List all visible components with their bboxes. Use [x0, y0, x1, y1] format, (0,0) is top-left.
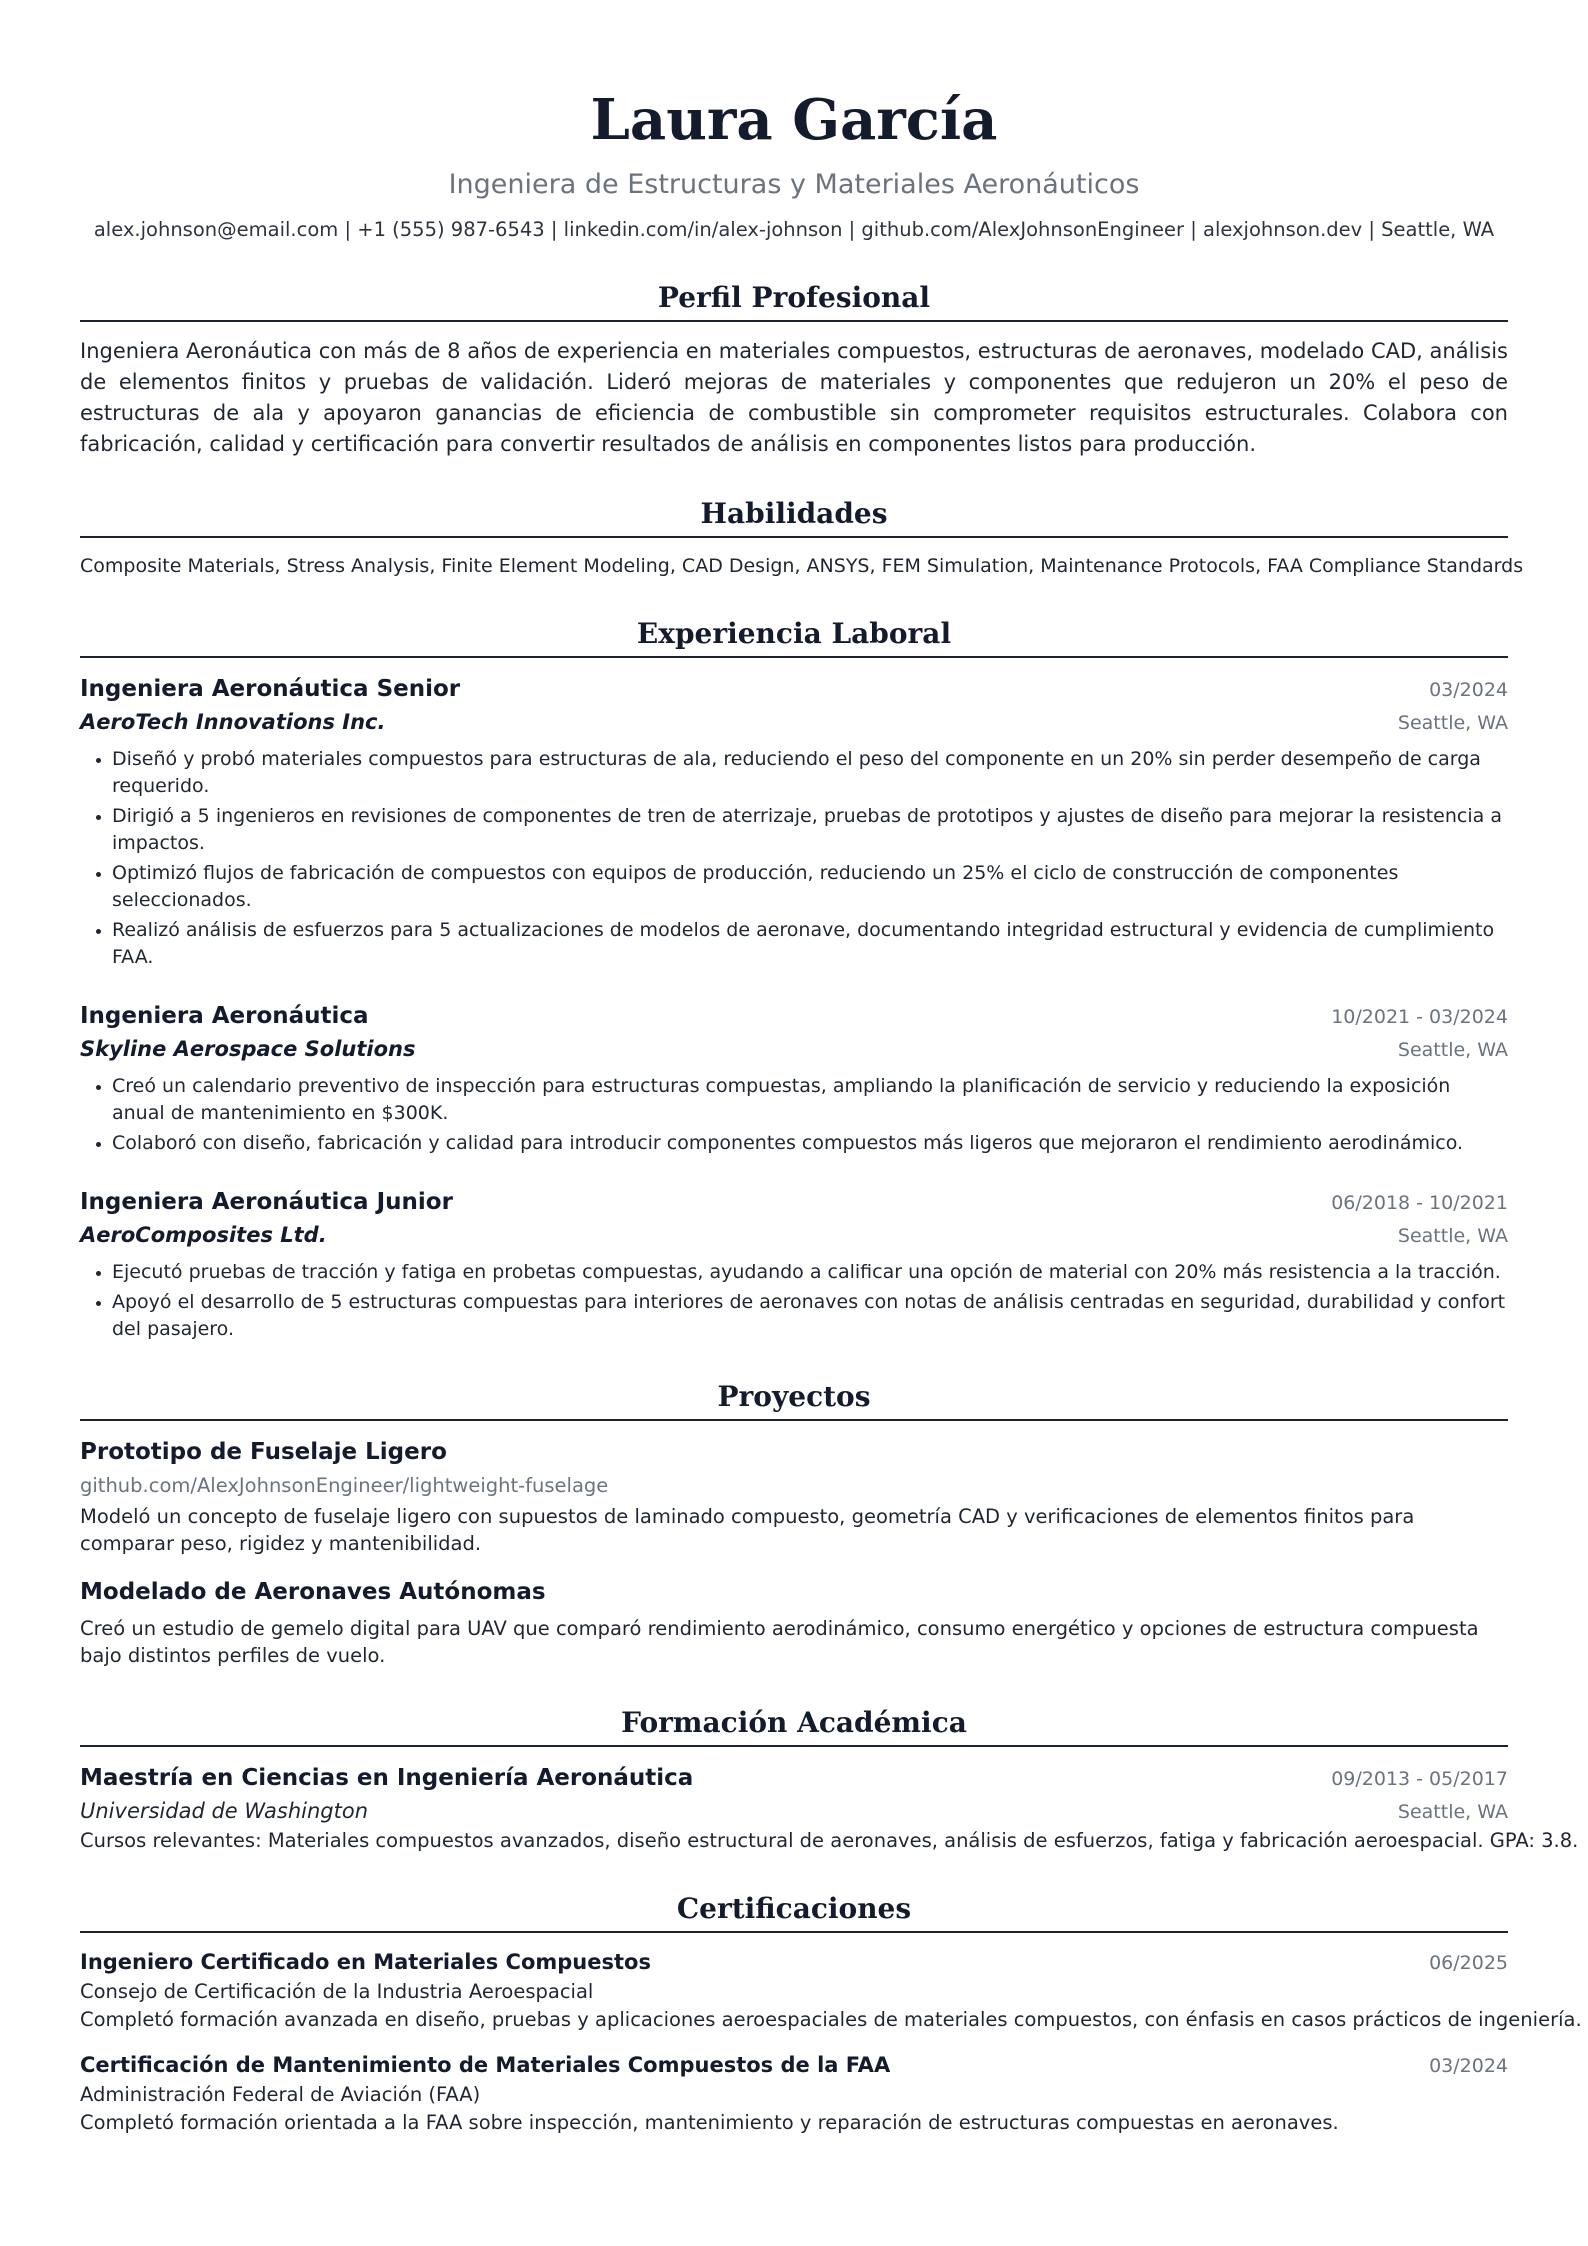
projects-heading: Proyectos: [80, 1379, 1508, 1421]
company-name: AeroComposites Ltd.: [80, 1223, 327, 1247]
education-description: Cursos relevantes: Materiales compuestos avanzados, diseño estructural de aeronaves, análisis de esfuerzos, fatiga y fabricación aeroespacial. GPA: 3.8.: [80, 1829, 1579, 1852]
job-bullet: • Realizó análisis de esfuerzos para 5 actualizaciones de modelos de aeronave, documentando integridad estructural y evidencia de cumplimiento FAA.: [112, 917, 1508, 971]
job-bullet: • Dirigió a 5 ingenieros en revisiones de componentes de tren de aterrizaje, pruebas de prototipos y ajustes de diseño para mejorar la resistencia a impactos.: [112, 803, 1508, 857]
project-link[interactable]: github.com/AlexJohnsonEngineer/lightweight-fuselage: [80, 1474, 609, 1497]
certification-date: 06/2025: [1429, 1952, 1508, 1974]
experience-section: [80, 616, 1508, 1343]
certification-issuer: Consejo de Certificación de la Industria Aeroespacial: [80, 1980, 594, 2003]
profile-text: Ingeniera Aeronáutica con más de 8 años de experiencia en materiales compuestos, estructuras de aeronaves, modelado CAD, análisis de elementos finitos y pruebas de validación. Lideró mejoras de materiales y componentes que redujeron un 20% el peso de estructuras de ala y apoyaron ganancias de eficiencia de combustible sin comprometer requisitos estructurales. Colabora con fabricación, calidad y certificación para convertir resultados de análisis en componentes listos para producción.: [80, 339, 1508, 456]
job-date: 06/2018 - 10/2021: [1331, 1192, 1508, 1214]
job-location: Seattle, WA: [1397, 712, 1508, 734]
certifications-section: [80, 1891, 1582, 2137]
experience-entry: [80, 999, 1508, 1157]
project-entry: [80, 1575, 1508, 1669]
project-title: Modelado de Aeronaves Autónomas: [80, 1579, 546, 1605]
job-bullets: [80, 746, 1508, 971]
job-bullet: • Colaboró con diseño, fabricación y calidad para introducir componentes compuestos más ligeros que mejoraron el rendimiento aerodinámico.: [112, 1130, 1508, 1157]
candidate-title: Ingeniera de Estructuras y Materiales Aeronáuticos: [448, 169, 1140, 200]
company-name: Skyline Aerospace Solutions: [80, 1037, 416, 1061]
project-description: Creó un estudio de gemelo digital para UAV que comparó rendimiento aerodinámico, consumo energético y opciones de estructura compuesta bajo distintos perfiles de vuelo.: [80, 1617, 1479, 1667]
job-bullet: • Diseñó y probó materiales compuestos para estructuras de ala, reduciendo el peso del componente en un 20% sin perder desempeño de carga requerido.: [112, 746, 1508, 800]
job-bullet: • Optimizó flujos de fabricación de compuestos con equipos de producción, reduciendo un 25% el ciclo de construcción de componentes seleccionados.: [112, 860, 1508, 914]
job-location: Seattle, WA: [1397, 1225, 1508, 1247]
job-bullet: • Apoyó el desarrollo de 5 estructuras compuestas para interiores de aeronaves con notas de análisis centradas en seguridad, durabilidad y confort del pasajero.: [112, 1289, 1508, 1343]
candidate-name: Laura García: [590, 87, 998, 153]
job-title: Ingeniera Aeronáutica Junior: [80, 1189, 453, 1215]
certification-entry: [80, 1947, 1582, 2034]
projects-section: [80, 1379, 1508, 1669]
certification-title: Ingeniero Certificado en Materiales Compuestos: [80, 1950, 651, 1974]
job-bullets: [80, 1073, 1508, 1157]
profile-heading: Perfil Profesional: [80, 280, 1508, 322]
certification-title: Certificación de Mantenimiento de Materiales Compuestos de la FAA: [80, 2053, 891, 2077]
certification-date: 03/2024: [1429, 2055, 1508, 2077]
experience-entry: [80, 1185, 1508, 1343]
skills-section: [80, 496, 1524, 580]
job-date: 10/2021 - 03/2024: [1331, 1006, 1508, 1028]
job-bullet: • Creó un calendario preventivo de inspección para estructuras compuestas, ampliando la planificación de servicio y reduciendo la exposición anual de mantenimiento en $300K.: [112, 1073, 1508, 1127]
contact-line: alex.johnson@email.com | +1 (555) 987-6543 | linkedin.com/in/alex-johnson | github.com/AlexJohnsonEngineer | alexjohnson.dev | Seattle, WA: [93, 218, 1495, 241]
skills-heading: Habilidades: [80, 496, 1508, 538]
education-location: Seattle, WA: [1397, 1801, 1508, 1823]
skills-text: Composite Materials, Stress Analysis, Finite Element Modeling, CAD Design, ANSYS, FEM Simulation, Maintenance Protocols, FAA Compliance Standards: [80, 555, 1524, 577]
education-heading: Formación Académica: [80, 1705, 1508, 1747]
project-title: Prototipo de Fuselaje Ligero: [80, 1439, 447, 1465]
experience-heading: Experiencia Laboral: [80, 616, 1508, 658]
job-bullets: [80, 1259, 1508, 1343]
certification-description: Completó formación orientada a la FAA sobre inspección, mantenimiento y reparación de estructuras compuestas en aeronaves.: [80, 2111, 1339, 2134]
certification-entry: [80, 2050, 1508, 2137]
experience-entry: [80, 672, 1508, 971]
degree-title: Maestría en Ciencias en Ingeniería Aeronáutica: [80, 1765, 694, 1791]
certifications-heading: Certificaciones: [80, 1891, 1508, 1933]
job-location: Seattle, WA: [1397, 1039, 1508, 1061]
job-title: Ingeniera Aeronáutica Senior: [80, 676, 461, 702]
project-entry: [80, 1435, 1508, 1557]
education-section: [80, 1705, 1579, 1855]
project-description: Modeló un concepto de fuselaje ligero con supuestos de laminado compuesto, geometría CAD y verificaciones de elementos finitos para comparar peso, rigidez y mantenibilidad.: [80, 1505, 1415, 1555]
job-title: Ingeniera Aeronáutica: [80, 1003, 369, 1029]
profile-section: [80, 280, 1508, 460]
job-date: 03/2024: [1429, 679, 1508, 701]
certification-issuer: Administración Federal de Aviación (FAA): [80, 2083, 481, 2106]
certification-description: Completó formación avanzada en diseño, pruebas y aplicaciones aeroespaciales de materiales compuestos, con énfasis en casos prácticos de ingeniería.: [80, 2008, 1582, 2031]
resume-header: [80, 86, 1508, 244]
school-name: Universidad de Washington: [80, 1799, 369, 1823]
company-name: AeroTech Innovations Inc.: [80, 710, 386, 734]
job-bullet: • Ejecutó pruebas de tracción y fatiga en probetas compuestas, ayudando a calificar una opción de material con 20% más resistencia a la tracción.: [112, 1259, 1508, 1286]
education-entry: [80, 1761, 1579, 1855]
education-date: 09/2013 - 05/2017: [1331, 1768, 1508, 1790]
